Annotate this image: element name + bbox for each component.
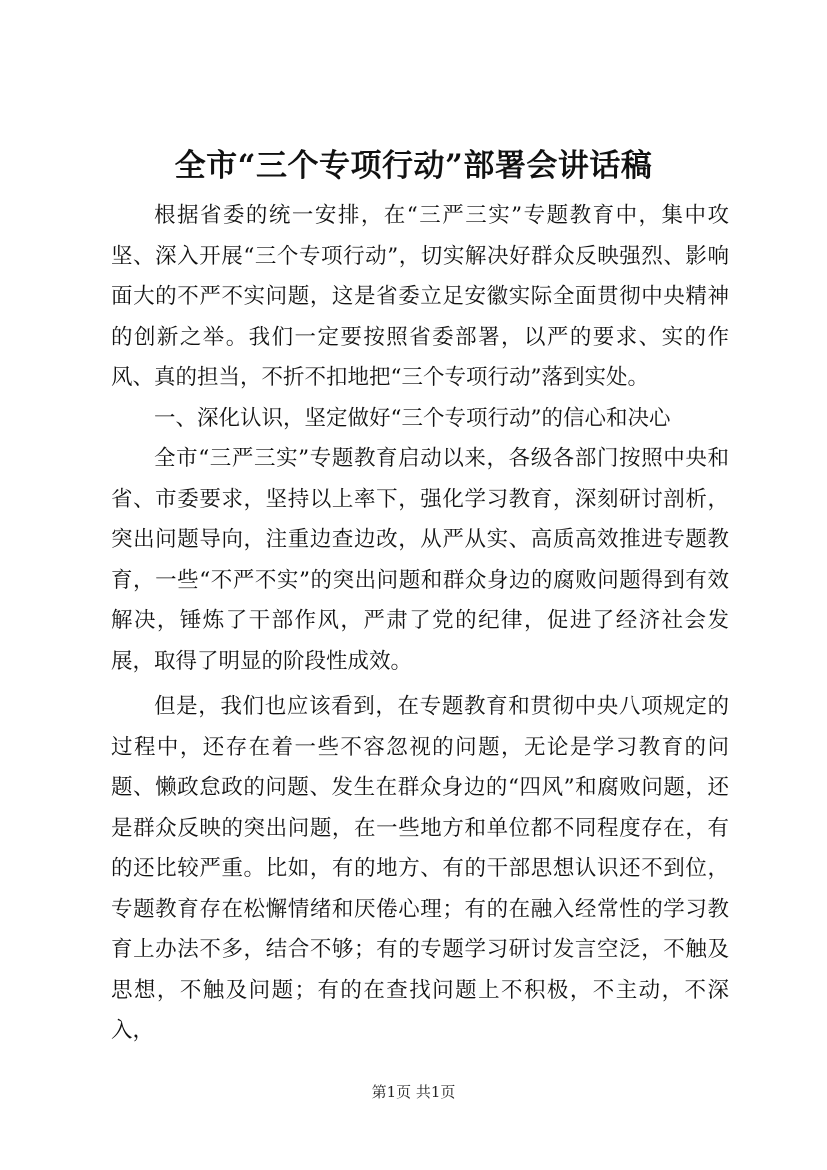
page-footer: 第1页 共1页 <box>371 1083 456 1101</box>
document-title: 全市“三个专项行动”部署会讲话稿 <box>174 148 653 184</box>
document-body <box>111 196 729 1052</box>
section-heading-1: 一、深化认识，坚定做好“三个专项行动”的信心和决心 <box>154 405 671 431</box>
paragraph-intro: 根据省委的统一安排，在“三严三实”专题教育中，集中攻坚、深入开展“三个专项行动”，切实解决好群众反映强烈、影响面大的不严不实问题，这是省委立足安徽实际全面贯彻中央精神的创新之举。我们一定要按照省委部署，以严的要求、实的作风、真的担当，不折不扣地把“三个专项行动”落到实处。 <box>111 203 729 390</box>
paragraph-progress: 全市“三严三实”专题教育启动以来，各级各部门按照中央和省、市委要求，坚持以上率下，强化学习教育，深刻研讨剖析，突出问题导向，注重边查边改，从严从实、高质高效推进专题教育，一些“不严不实”的突出问题和群众身边的腐败问题得到有效解决，锤炼了干部作风，严肃了党的纪律，促进了经济社会发展，取得了明显的阶段性成效。 <box>111 446 729 674</box>
paragraph-problems: 但是，我们也应该看到，在专题教育和贯彻中央八项规定的过程中，还存在着一些不容忽视的问题，无论是学习教育的问题、懒政怠政的问题、发生在群众身边的“四风”和腐败问题，还是群众反映的突出问题，在一些地方和单位都不同程度存在，有的还比较严重。比如，有的地方、有的干部思想认识还不到位，专题教育存在松懈情绪和厌倦心理；有的在融入经常性的学习教育上办法不多，结合不够；有的专题学习研讨发言空泛，不触及思想，不触及问题；有的在查找问题上不积极，不主动，不深入， <box>111 694 729 1043</box>
